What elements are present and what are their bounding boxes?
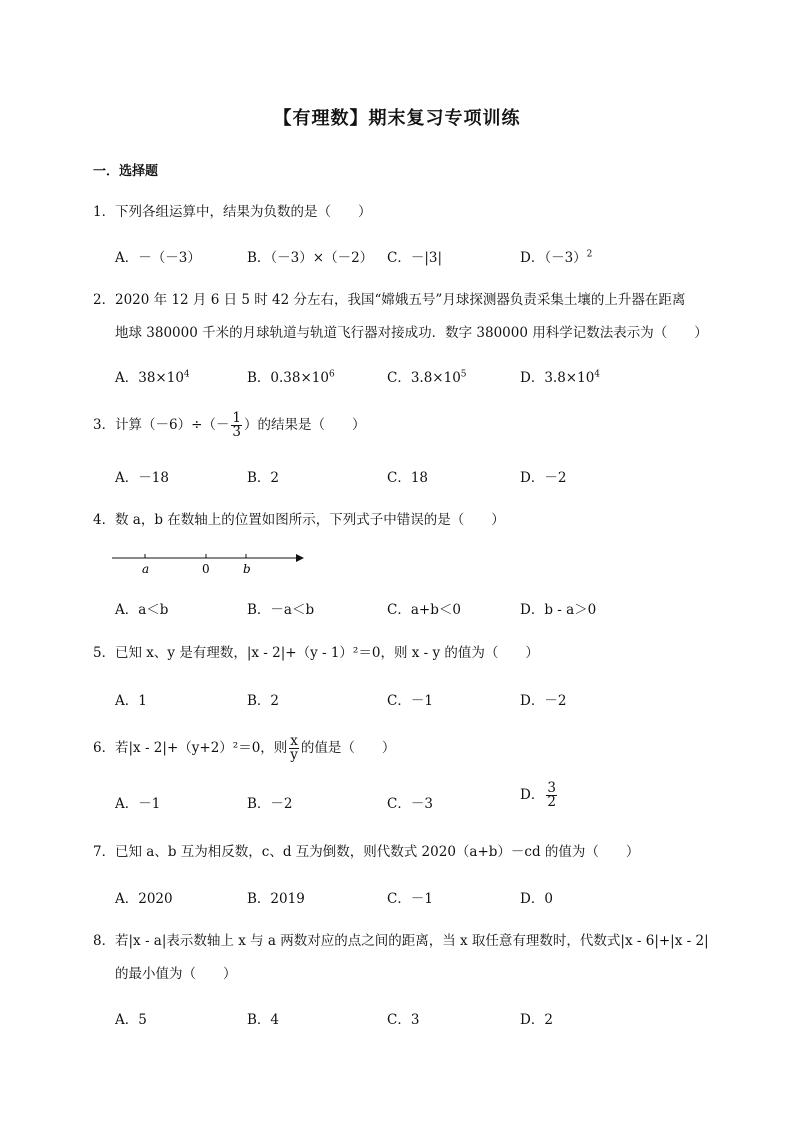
question-number: 7． xyxy=(93,844,116,860)
option-c[interactable]: C．－1 xyxy=(387,693,433,709)
option-a[interactable]: A．a＜b xyxy=(115,602,169,618)
option-b[interactable]: B．－2 xyxy=(247,796,293,812)
arrow-icon xyxy=(296,554,304,562)
option-c[interactable]: C．3 xyxy=(387,1012,420,1028)
option-b[interactable]: B．－a＜b xyxy=(247,602,315,618)
option-a[interactable]: A．$38\times 10^4$ xyxy=(115,369,190,386)
option-b[interactable]: B．2 xyxy=(247,693,280,709)
option-d[interactable]: D．－2 xyxy=(520,470,567,486)
option-b[interactable]: B．2019 xyxy=(247,891,305,907)
point-a-label: a xyxy=(142,562,150,576)
question-number: 1． xyxy=(93,204,116,220)
option-c[interactable]: C．－1 xyxy=(387,891,433,907)
question-number: 8． xyxy=(93,933,116,949)
question-text: 下列各组运算中，结果为负数的是（ ） xyxy=(115,204,372,220)
option-d[interactable]: D．－2 xyxy=(520,693,567,709)
zero-label: 0 xyxy=(202,562,210,576)
option-c[interactable]: C．a+b＜0 xyxy=(387,602,461,618)
option-a[interactable]: A．－（－3） xyxy=(115,250,201,266)
question-number: 3． xyxy=(93,417,116,433)
option-d[interactable]: D．0 xyxy=(520,891,553,907)
option-d[interactable]: D．$3.8\times 10^4$ xyxy=(520,369,601,386)
question-2-continued: 地球 380000 千米的月球轨道与轨道飞行器对接成功．数字 380000 用科学记数法表示为（ ） xyxy=(115,325,708,341)
fraction: $\frac{1}{3}$ xyxy=(232,410,241,440)
page-title: 【有理数】期末复习专项训练 xyxy=(273,108,521,129)
fraction: $\frac{x}{y}$ xyxy=(290,733,298,763)
question-4 xyxy=(93,510,505,530)
option-b[interactable]: B．（－3）×（－2） xyxy=(247,250,374,266)
question-2 xyxy=(93,290,685,310)
option-b[interactable]: B．4 xyxy=(247,1012,280,1028)
option-d[interactable]: D． $\frac{3}{2}$ xyxy=(520,780,556,810)
question-number: 6． xyxy=(93,740,116,756)
question-text: 若|x - a|表示数轴上 x 与 a 两数对应的点之间的距离，当 x 取任意有理数时，代数式|x - 6|+|x - 2| xyxy=(115,933,709,949)
option-a[interactable]: A．－18 xyxy=(115,470,169,486)
question-number: 4． xyxy=(93,512,116,528)
option-c[interactable]: C．18 xyxy=(387,470,429,486)
option-a[interactable]: A．2020 xyxy=(115,891,173,907)
question-1 xyxy=(93,202,372,222)
question-text: 数 a，b 在数轴上的位置如图所示，下列式子中错误的是（ ） xyxy=(115,512,505,528)
option-d[interactable]: D．2 xyxy=(520,1012,553,1028)
question-3: 3．计算（－6）÷（－ $\frac{1}{3}$ ）的结果是（ ） xyxy=(93,410,366,440)
question-8 xyxy=(93,931,709,951)
question-number: 5． xyxy=(93,645,116,661)
option-c[interactable]: C．$3.8\times 10^5$ xyxy=(387,369,467,386)
option-c[interactable]: C．－|3| xyxy=(387,250,443,266)
question-8-continued: 的最小值为（ ） xyxy=(115,966,237,982)
question-5 xyxy=(93,643,539,663)
section-heading: 一．选择题 xyxy=(93,164,159,179)
question-7 xyxy=(93,842,639,862)
option-c[interactable]: C．－3 xyxy=(387,796,433,812)
point-b-label: b xyxy=(243,562,251,576)
option-d[interactable]: D．b - a＞0 xyxy=(520,602,597,618)
number-line xyxy=(110,548,310,578)
question-number: 2． xyxy=(93,292,116,308)
question-text: 已知 a、b 互为相反数，c、d 互为倒数，则代数式 2020（a+b）－cd 的值为（ ） xyxy=(115,844,640,860)
question-6: 6．若|x - 2|+（y+2）²＝0，则 $\frac{x}{y}$ 的值是（ ） xyxy=(93,733,396,763)
question-text: 已知 x、y 是有理数，|x - 2|+（y - 1）²＝0，则 x - y 的值为（ ） xyxy=(115,645,539,661)
option-b[interactable]: B．2 xyxy=(247,470,280,486)
option-b[interactable]: B．$0.38\times 10^6$ xyxy=(247,369,335,386)
option-d[interactable]: D．$(-3)^2$ xyxy=(520,249,593,266)
option-a[interactable]: A．5 xyxy=(115,1012,147,1028)
question-text: 2020 年 12 月 6 日 5 时 42 分左右，我国“嫦娥五号”月球探测器负责采集土壤的上升器在距离 xyxy=(115,292,686,308)
option-a[interactable]: A．1 xyxy=(115,693,147,709)
option-a[interactable]: A．－1 xyxy=(115,796,161,812)
